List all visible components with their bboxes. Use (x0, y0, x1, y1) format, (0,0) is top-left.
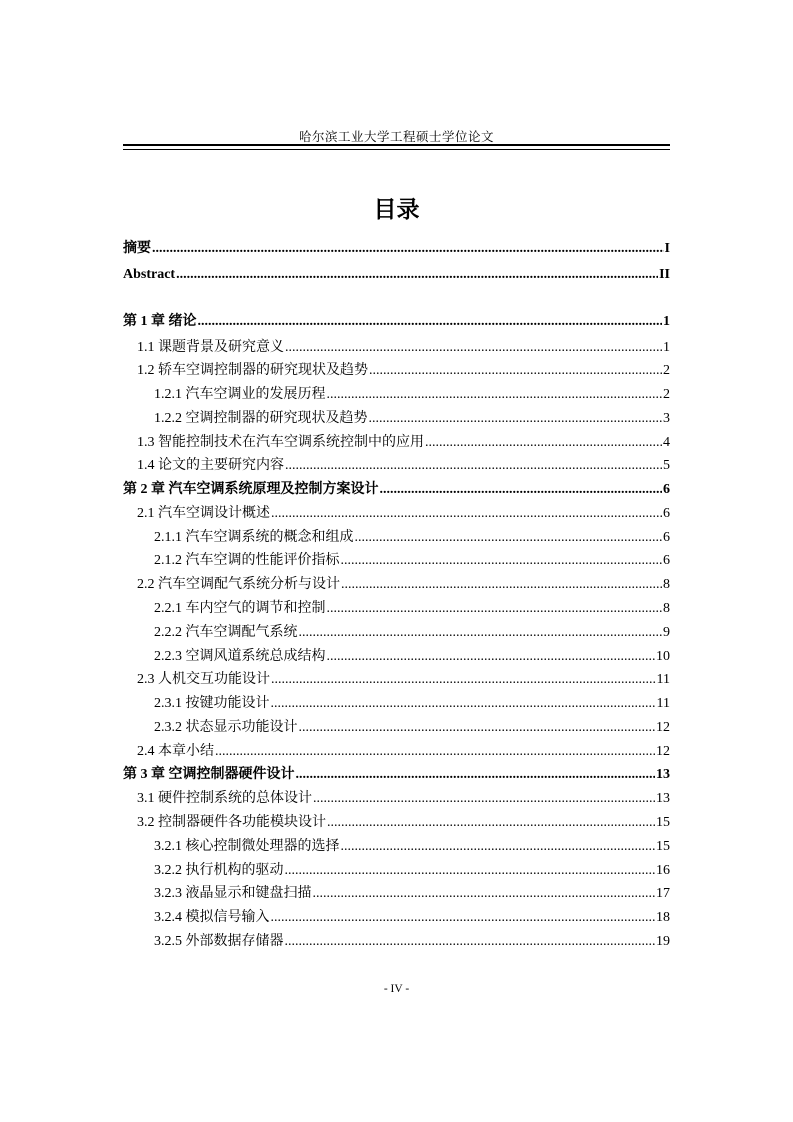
toc-entry-label: 2.4 本章小结 (137, 744, 214, 759)
toc-entry[interactable] (123, 574, 670, 594)
toc-entry-page: 1 (663, 314, 670, 329)
toc-leader-dots (327, 600, 663, 618)
toc-entry-label: 2.3.2 状态显示功能设计 (154, 720, 298, 735)
toc-entry-label: 第 2 章 汽车空调系统原理及控制方案设计 (123, 482, 379, 497)
toc-entry-label: 1.3 智能控制技术在汽车空调系统控制中的应用 (137, 435, 424, 450)
toc-entry[interactable] (123, 527, 670, 547)
toc-leader-dots (215, 743, 655, 761)
toc-entry-label: 3.1 硬件控制系统的总体设计 (137, 791, 312, 806)
toc-leader-dots (380, 481, 663, 499)
toc-entry-page: 6 (663, 506, 670, 521)
toc-entry-page: 12 (656, 720, 670, 735)
toc-entry-label: 2.2.2 汽车空调配气系统 (154, 625, 298, 640)
toc-entry-label: 2.1.1 汽车空调系统的概念和组成 (154, 530, 354, 545)
toc-entry[interactable] (123, 931, 670, 951)
toc-entry-page: I (664, 241, 670, 256)
toc-entry-page: 12 (656, 744, 670, 759)
toc-entry[interactable] (123, 264, 670, 284)
toc-entry-label: 1.2.2 空调控制器的研究现状及趋势 (154, 411, 368, 426)
toc-entry[interactable] (123, 598, 670, 618)
toc-entry[interactable] (123, 479, 670, 499)
toc-entry-label: 3.2.1 核心控制微处理器的选择 (154, 839, 340, 854)
toc-entry-label: 1.2.1 汽车空调业的发展历程 (154, 387, 326, 402)
toc-entry-page: 6 (663, 482, 670, 497)
toc-entry[interactable] (123, 836, 670, 856)
toc-entry-label: 2.2.1 车内空气的调节和控制 (154, 601, 326, 616)
toc-leader-dots (285, 862, 656, 880)
toc-leader-dots (285, 933, 656, 951)
toc-entry-page: II (659, 267, 670, 282)
header-rule-thick (123, 144, 670, 146)
toc-entry-page: 3 (663, 411, 670, 426)
toc-entry-page: 15 (656, 839, 670, 854)
toc-entry-page: 11 (656, 696, 670, 711)
toc-leader-dots (152, 240, 664, 258)
toc-leader-dots (176, 266, 658, 284)
toc-leader-dots (285, 457, 662, 475)
toc-title: 目录 (373, 197, 420, 223)
toc-entry[interactable] (123, 693, 670, 713)
toc-leader-dots (299, 719, 656, 737)
toc-leader-dots (327, 386, 663, 404)
toc-leader-dots (341, 576, 662, 594)
toc-entry[interactable] (123, 622, 670, 642)
toc-entry[interactable] (123, 788, 670, 808)
toc-entry[interactable] (123, 337, 670, 357)
toc-leader-dots (313, 885, 656, 903)
toc-entry[interactable] (123, 764, 670, 784)
toc-entry[interactable] (123, 717, 670, 737)
toc-entry[interactable] (123, 311, 670, 331)
toc-entry[interactable] (123, 646, 670, 666)
toc-leader-dots (355, 529, 663, 547)
toc-entry-page: 8 (663, 601, 670, 616)
toc-entry-label: 1.4 论文的主要研究内容 (137, 458, 284, 473)
toc-entry-label: 2.1 汽车空调设计概述 (137, 506, 270, 521)
toc-leader-dots (198, 313, 663, 331)
toc-entry-label: 2.3 人机交互功能设计 (137, 672, 270, 687)
toc-leader-dots (299, 624, 663, 642)
toc-entry-page: 2 (663, 387, 670, 402)
toc-entry-page: 2 (663, 363, 670, 378)
toc-entry-page: 13 (656, 791, 670, 806)
toc-entry-label: 3.2.4 模拟信号输入 (154, 910, 270, 925)
toc-leader-dots (271, 909, 656, 927)
toc-entry[interactable] (123, 455, 670, 475)
toc-leader-dots (341, 838, 656, 856)
toc-entry[interactable] (123, 360, 670, 380)
toc-entry[interactable] (123, 883, 670, 903)
toc-entry-page: 9 (663, 625, 670, 640)
toc-entry[interactable] (123, 741, 670, 761)
toc-entry-page: 6 (663, 553, 670, 568)
toc-entry[interactable] (123, 432, 670, 452)
toc-entry-page: 8 (663, 577, 670, 592)
toc-leader-dots (369, 410, 663, 428)
toc-leader-dots (369, 362, 662, 380)
toc-entry-page: 16 (656, 863, 670, 878)
toc-entry[interactable] (123, 550, 670, 570)
toc-entry-label: 2.2.3 空调风道系统总成结构 (154, 649, 326, 664)
toc-entry-page: 17 (656, 886, 670, 901)
toc-entry-page: 4 (663, 435, 670, 450)
toc-entry[interactable] (123, 812, 670, 832)
toc-entry[interactable] (123, 408, 670, 428)
toc-entry-page: 18 (656, 910, 670, 925)
toc-entry-label: 2.2 汽车空调配气系统分析与设计 (137, 577, 340, 592)
toc-entry-page: 19 (656, 934, 670, 949)
toc-leader-dots (341, 552, 663, 570)
toc-entry[interactable] (123, 860, 670, 880)
toc-entry[interactable] (123, 384, 670, 404)
toc-entry-label: Abstract (123, 267, 176, 282)
running-header: 哈尔滨工业大学工程硕士学位论文 (298, 130, 494, 144)
toc-entry-page: 13 (656, 767, 670, 782)
toc-leader-dots (327, 814, 655, 832)
toc-entry[interactable] (123, 238, 670, 258)
toc-entry-label: 2.3.1 按键功能设计 (154, 696, 270, 711)
toc-entry-page: 15 (656, 815, 670, 830)
header-rule-thin (123, 149, 670, 150)
toc-leader-dots (296, 766, 656, 784)
toc-entry-label: 3.2.3 液晶显示和键盘扫描 (154, 886, 312, 901)
toc-entry-label: 3.2.2 执行机构的驱动 (154, 863, 284, 878)
toc-leader-dots (285, 339, 662, 357)
toc-entry-label: 2.1.2 汽车空调的性能评价指标 (154, 553, 340, 568)
toc-entry-label: 1.2 轿车空调控制器的研究现状及趋势 (137, 363, 368, 378)
toc-entry[interactable] (123, 907, 670, 927)
toc-leader-dots (271, 671, 656, 689)
page-number: - IV - (383, 983, 410, 995)
toc-entry-label: 3.2.5 外部数据存储器 (154, 934, 284, 949)
toc-entry-label: 1.1 课题背景及研究意义 (137, 340, 284, 355)
toc-entry-label: 摘要 (123, 241, 151, 256)
toc-entry-label: 第 1 章 绪论 (123, 314, 197, 329)
toc-leader-dots (271, 505, 662, 523)
toc-entry-page: 5 (663, 458, 670, 473)
toc-entry[interactable] (123, 669, 670, 689)
toc-leader-dots (271, 695, 656, 713)
toc-leader-dots (327, 648, 656, 666)
toc-entry-page: 1 (663, 340, 670, 355)
toc-entry-page: 6 (663, 530, 670, 545)
toc-entry-page: 10 (656, 649, 670, 664)
toc-entry-label: 3.2 控制器硬件各功能模块设计 (137, 815, 326, 830)
toc-entry[interactable] (123, 503, 670, 523)
toc-leader-dots (425, 434, 662, 452)
toc-entry-page: 11 (656, 672, 670, 687)
toc-leader-dots (313, 790, 655, 808)
toc-entry-label: 第 3 章 空调控制器硬件设计 (123, 767, 295, 782)
